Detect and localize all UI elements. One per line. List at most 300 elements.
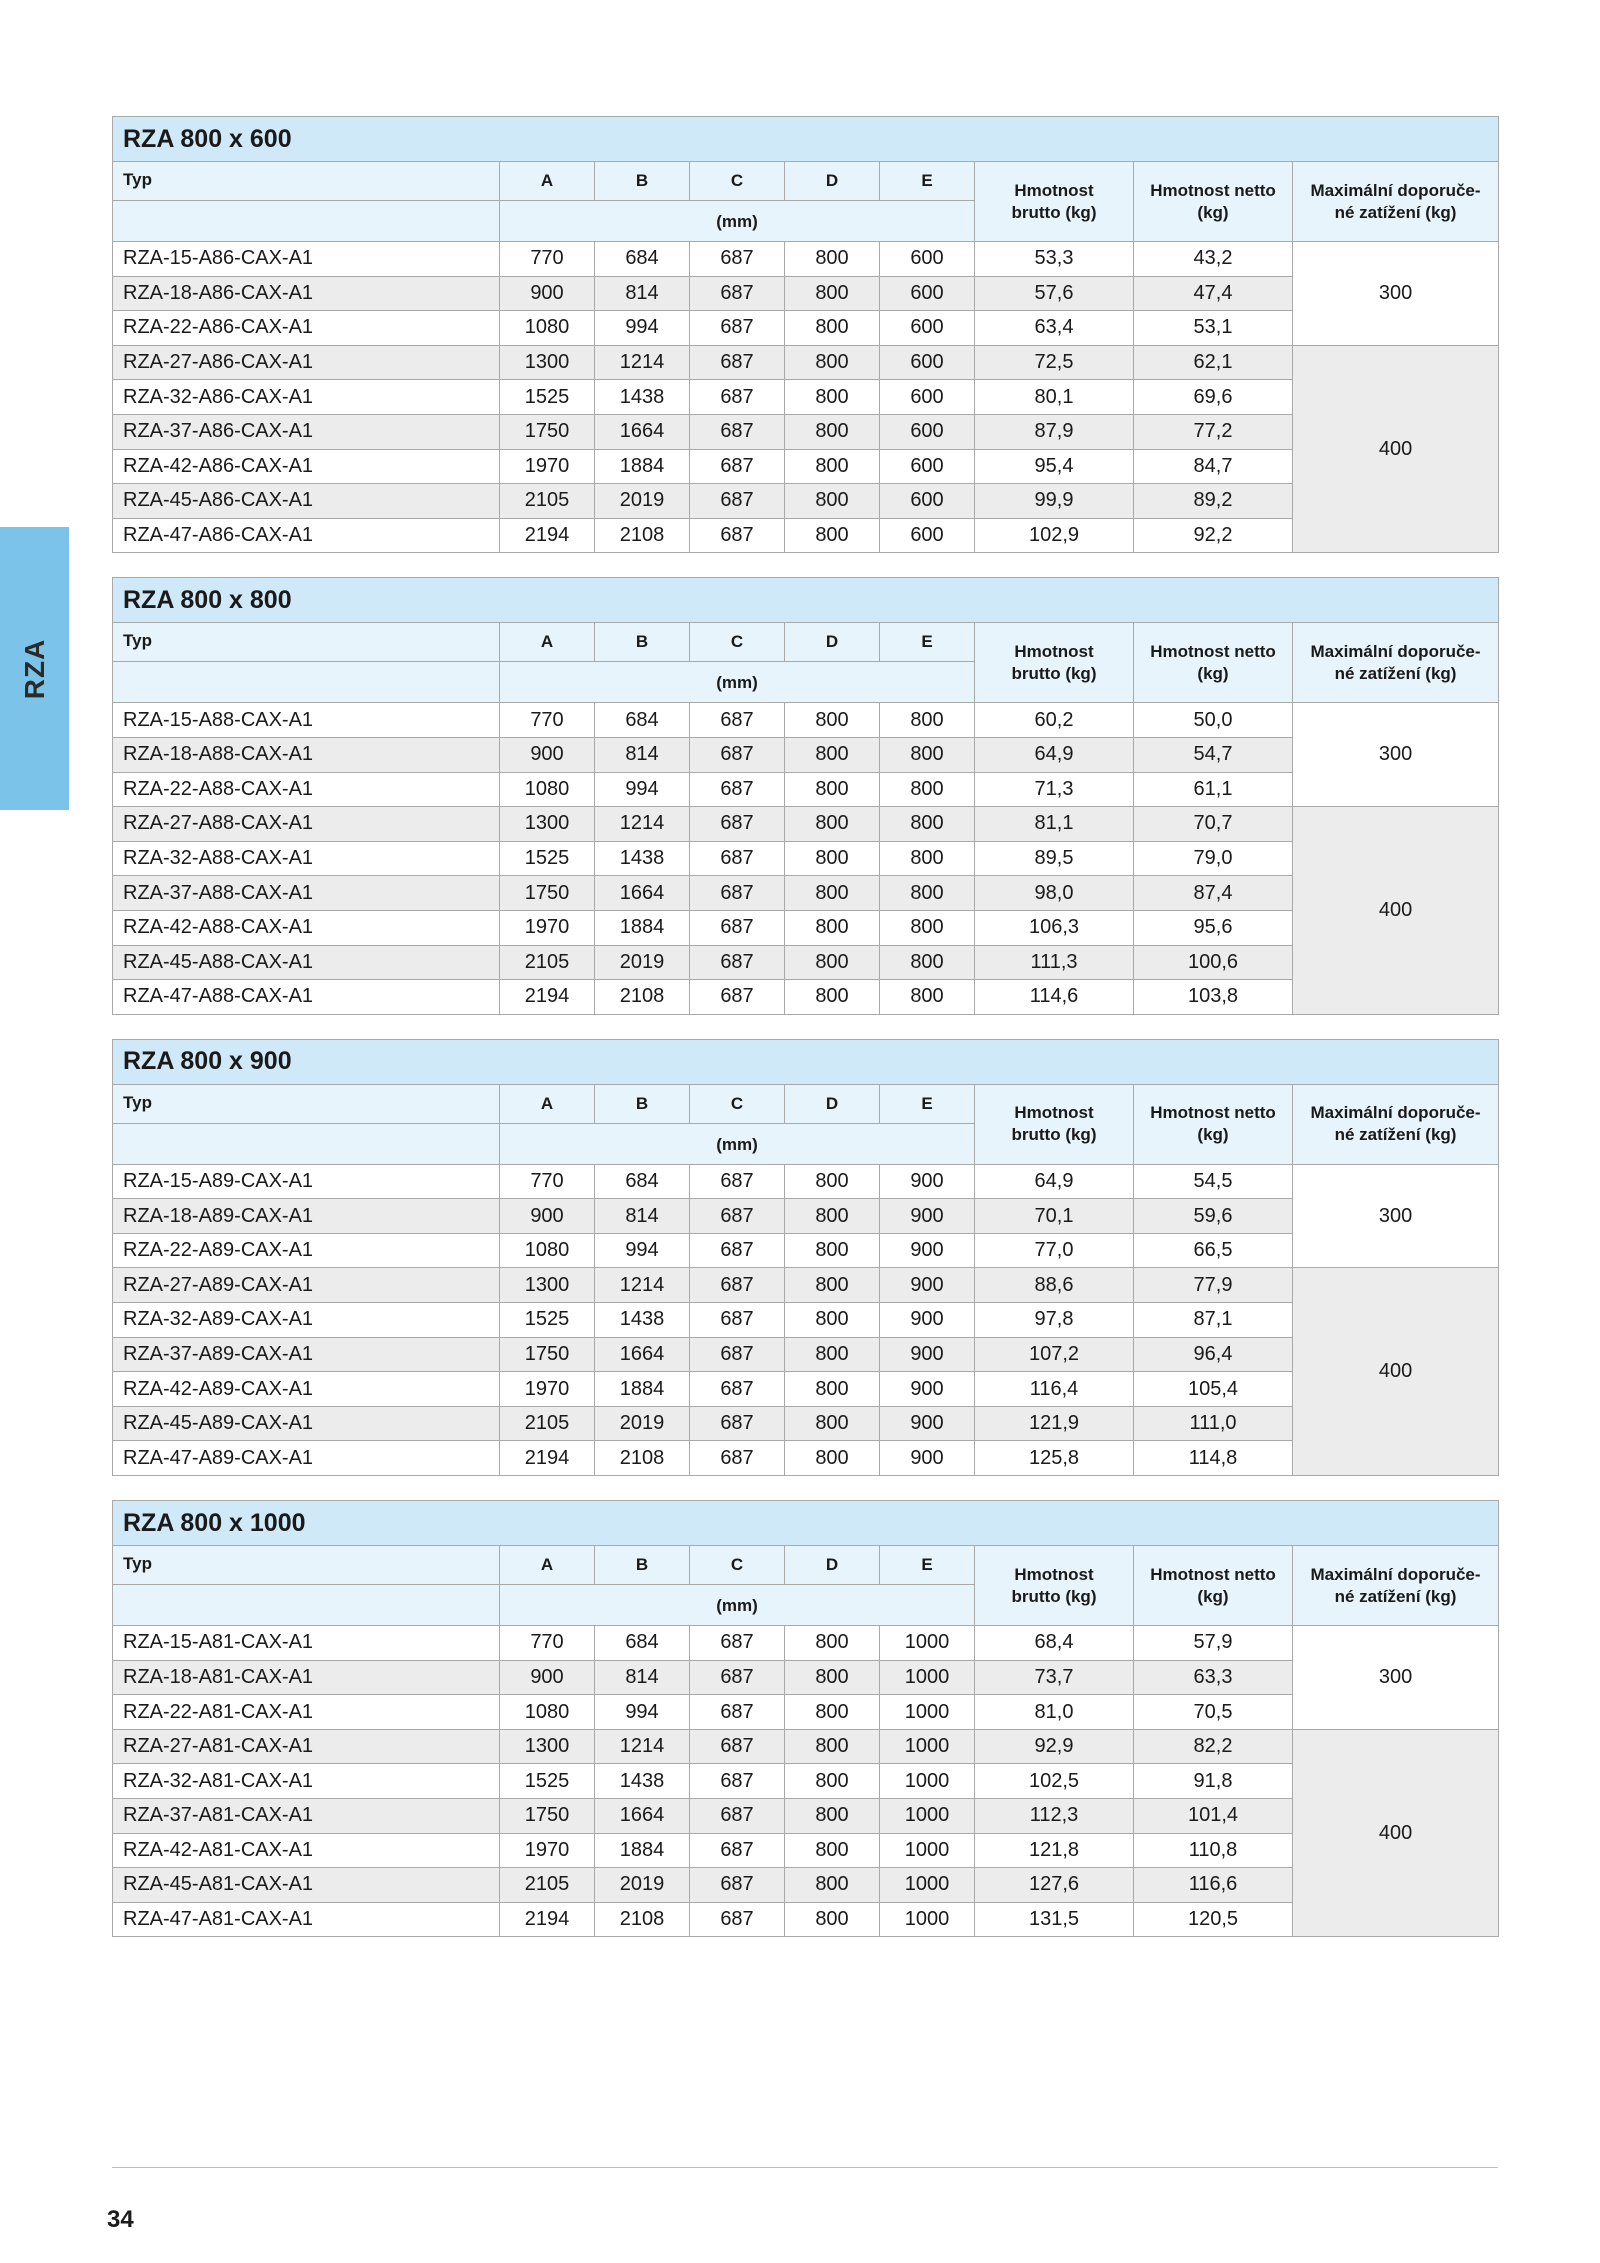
cell-b: 1214 [595,1729,690,1764]
cell-a: 1300 [500,807,595,842]
cell-c: 687 [690,1164,785,1199]
header-d: D [785,1084,880,1123]
cell-gross: 88,6 [975,1268,1134,1303]
cell-b: 1664 [595,1337,690,1372]
cell-c: 687 [690,876,785,911]
cell-d: 800 [785,1764,880,1799]
cell-c: 687 [690,1626,785,1661]
cell-e: 800 [880,910,975,945]
cell-d: 800 [785,1799,880,1834]
cell-d: 800 [785,737,880,772]
cell-c: 687 [690,980,785,1015]
footer-divider [112,2167,1498,2168]
cell-net: 61,1 [1134,772,1293,807]
header-max-load-line1: Maximální doporuče- [1310,180,1481,200]
cell-b: 2108 [595,1902,690,1937]
cell-d: 800 [785,772,880,807]
cell-typ: RZA-45-A81-CAX-A1 [113,1868,500,1903]
cell-b: 684 [595,703,690,738]
table-row [113,414,1499,449]
cell-net: 70,5 [1134,1695,1293,1730]
cell-typ: RZA-42-A88-CAX-A1 [113,910,500,945]
header-max-load [1293,623,1499,703]
cell-net: 54,5 [1134,1164,1293,1199]
cell-c: 687 [690,414,785,449]
cell-d: 800 [785,876,880,911]
header-d: D [785,1546,880,1585]
cell-e: 900 [880,1372,975,1407]
cell-e: 800 [880,945,975,980]
header-unit-mm: (mm) [500,1123,975,1164]
table-row [113,1337,1499,1372]
table-row [113,910,1499,945]
cell-gross: 72,5 [975,345,1134,380]
table-row [113,484,1499,519]
cell-typ: RZA-27-A88-CAX-A1 [113,807,500,842]
cell-e: 1000 [880,1695,975,1730]
cell-net: 89,2 [1134,484,1293,519]
spec-tables-container [112,116,1498,1961]
cell-b: 814 [595,737,690,772]
header-gross-weight [975,162,1134,242]
cell-net: 120,5 [1134,1902,1293,1937]
cell-gross: 77,0 [975,1233,1134,1268]
header-a: A [500,162,595,201]
table-row [113,1660,1499,1695]
header-max-load-line1: Maximální doporuče- [1310,641,1481,661]
cell-a: 1750 [500,1799,595,1834]
cell-e: 600 [880,518,975,553]
cell-typ: RZA-47-A81-CAX-A1 [113,1902,500,1937]
cell-gross: 60,2 [975,703,1134,738]
cell-b: 684 [595,242,690,277]
cell-a: 1080 [500,1233,595,1268]
cell-d: 800 [785,242,880,277]
table-title: RZA 800 x 900 [113,1039,1499,1084]
cell-gross: 121,9 [975,1406,1134,1441]
cell-typ: RZA-15-A89-CAX-A1 [113,1164,500,1199]
cell-net: 70,7 [1134,807,1293,842]
cell-a: 2194 [500,1902,595,1937]
cell-net: 63,3 [1134,1660,1293,1695]
cell-b: 1214 [595,345,690,380]
cell-d: 800 [785,1372,880,1407]
cell-c: 687 [690,1799,785,1834]
cell-b: 1884 [595,910,690,945]
cell-net: 101,4 [1134,1799,1293,1834]
table-row [113,1868,1499,1903]
table-row [113,242,1499,277]
cell-b: 814 [595,276,690,311]
cell-b: 994 [595,772,690,807]
table-row [113,703,1499,738]
table-row [113,1233,1499,1268]
cell-gross: 81,1 [975,807,1134,842]
spec-table [112,577,1499,1014]
cell-typ: RZA-47-A86-CAX-A1 [113,518,500,553]
header-typ: Typ [113,1546,500,1585]
cell-a: 1970 [500,910,595,945]
cell-max-load: 400 [1293,807,1499,1015]
cell-d: 800 [785,1902,880,1937]
cell-c: 687 [690,449,785,484]
header-gross-weight-line1: Hmotnost [1014,641,1094,661]
header-typ: Typ [113,1084,500,1123]
cell-e: 600 [880,380,975,415]
table-row [113,311,1499,346]
cell-c: 687 [690,945,785,980]
cell-net: 50,0 [1134,703,1293,738]
table-row [113,1199,1499,1234]
cell-gross: 125,8 [975,1441,1134,1476]
cell-typ: RZA-37-A86-CAX-A1 [113,414,500,449]
cell-a: 1525 [500,841,595,876]
cell-gross: 114,6 [975,980,1134,1015]
cell-d: 800 [785,311,880,346]
header-gross-weight-line2: brutto (kg) [1011,1586,1097,1606]
table-row [113,1799,1499,1834]
cell-net: 57,9 [1134,1626,1293,1661]
cell-gross: 80,1 [975,380,1134,415]
header-net-weight-line1: Hmotnost netto [1150,180,1276,200]
header-e: E [880,1546,975,1585]
cell-b: 2108 [595,980,690,1015]
cell-d: 800 [785,518,880,553]
cell-a: 1970 [500,1833,595,1868]
cell-net: 114,8 [1134,1441,1293,1476]
cell-e: 1000 [880,1764,975,1799]
cell-gross: 112,3 [975,1799,1134,1834]
cell-d: 800 [785,1199,880,1234]
table-row [113,807,1499,842]
cell-typ: RZA-45-A88-CAX-A1 [113,945,500,980]
cell-d: 800 [785,841,880,876]
cell-e: 800 [880,737,975,772]
cell-e: 1000 [880,1868,975,1903]
cell-e: 900 [880,1233,975,1268]
cell-e: 1000 [880,1626,975,1661]
table-row [113,1268,1499,1303]
table-row [113,1164,1499,1199]
header-max-load-line2: né zatížení (kg) [1334,663,1457,683]
cell-e: 1000 [880,1833,975,1868]
cell-a: 2105 [500,945,595,980]
cell-a: 1970 [500,1372,595,1407]
cell-b: 994 [595,1233,690,1268]
header-c: C [690,1084,785,1123]
header-net-weight-line1: Hmotnost netto [1150,641,1276,661]
cell-a: 2105 [500,484,595,519]
table-row [113,945,1499,980]
cell-typ: RZA-45-A89-CAX-A1 [113,1406,500,1441]
cell-c: 687 [690,242,785,277]
cell-gross: 63,4 [975,311,1134,346]
cell-e: 1000 [880,1799,975,1834]
cell-c: 687 [690,1199,785,1234]
table-title: RZA 800 x 600 [113,117,1499,162]
cell-typ: RZA-27-A89-CAX-A1 [113,1268,500,1303]
cell-d: 800 [785,1406,880,1441]
cell-b: 2019 [595,1406,690,1441]
header-net-weight-line2: (kg) [1197,1125,1229,1145]
table-row [113,1303,1499,1338]
cell-net: 66,5 [1134,1233,1293,1268]
cell-a: 900 [500,1660,595,1695]
cell-a: 900 [500,737,595,772]
cell-b: 684 [595,1164,690,1199]
cell-c: 687 [690,1372,785,1407]
cell-typ: RZA-22-A86-CAX-A1 [113,311,500,346]
cell-b: 1664 [595,876,690,911]
cell-e: 1000 [880,1902,975,1937]
header-typ: Typ [113,623,500,662]
cell-typ: RZA-45-A86-CAX-A1 [113,484,500,519]
side-section-tab [0,527,69,810]
cell-c: 687 [690,1303,785,1338]
cell-a: 2194 [500,980,595,1015]
cell-typ: RZA-22-A89-CAX-A1 [113,1233,500,1268]
cell-net: 54,7 [1134,737,1293,772]
cell-b: 684 [595,1626,690,1661]
cell-typ: RZA-32-A86-CAX-A1 [113,380,500,415]
cell-a: 1970 [500,449,595,484]
cell-d: 800 [785,414,880,449]
cell-a: 2105 [500,1868,595,1903]
cell-a: 1525 [500,380,595,415]
cell-d: 800 [785,910,880,945]
cell-gross: 92,9 [975,1729,1134,1764]
header-max-load [1293,1546,1499,1626]
cell-a: 1525 [500,1303,595,1338]
cell-max-load: 400 [1293,1729,1499,1937]
cell-e: 900 [880,1441,975,1476]
cell-b: 994 [595,311,690,346]
cell-e: 1000 [880,1729,975,1764]
cell-b: 994 [595,1695,690,1730]
cell-e: 600 [880,449,975,484]
cell-d: 800 [785,1303,880,1338]
cell-c: 687 [690,1660,785,1695]
header-max-load-line2: né zatížení (kg) [1334,1586,1457,1606]
header-net-weight-line1: Hmotnost netto [1150,1103,1276,1123]
cell-a: 2194 [500,1441,595,1476]
header-gross-weight-line1: Hmotnost [1014,1103,1094,1123]
cell-d: 800 [785,1868,880,1903]
header-net-weight-line2: (kg) [1197,1586,1229,1606]
header-net-weight [1134,623,1293,703]
cell-c: 687 [690,703,785,738]
cell-d: 800 [785,276,880,311]
table-row [113,1729,1499,1764]
cell-c: 687 [690,772,785,807]
cell-typ: RZA-15-A88-CAX-A1 [113,703,500,738]
table-row [113,345,1499,380]
header-typ-blank [113,662,500,703]
cell-a: 770 [500,1626,595,1661]
cell-e: 800 [880,876,975,911]
cell-net: 84,7 [1134,449,1293,484]
header-b: B [595,1546,690,1585]
spec-table [112,116,1499,553]
cell-b: 1664 [595,1799,690,1834]
cell-gross: 71,3 [975,772,1134,807]
cell-typ: RZA-15-A86-CAX-A1 [113,242,500,277]
cell-b: 1884 [595,1833,690,1868]
cell-gross: 81,0 [975,1695,1134,1730]
cell-a: 1525 [500,1764,595,1799]
table-row [113,1764,1499,1799]
cell-max-load: 300 [1293,1164,1499,1268]
cell-d: 800 [785,980,880,1015]
cell-d: 800 [785,807,880,842]
cell-net: 77,9 [1134,1268,1293,1303]
header-gross-weight [975,1546,1134,1626]
cell-a: 1080 [500,311,595,346]
cell-d: 800 [785,449,880,484]
cell-c: 687 [690,484,785,519]
cell-c: 687 [690,518,785,553]
cell-a: 900 [500,276,595,311]
spec-table [112,1500,1499,1937]
table-row [113,1833,1499,1868]
cell-net: 43,2 [1134,242,1293,277]
header-a: A [500,1084,595,1123]
cell-d: 800 [785,380,880,415]
cell-e: 1000 [880,1660,975,1695]
cell-gross: 116,4 [975,1372,1134,1407]
cell-typ: RZA-27-A86-CAX-A1 [113,345,500,380]
header-e: E [880,623,975,662]
cell-typ: RZA-37-A88-CAX-A1 [113,876,500,911]
cell-net: 100,6 [1134,945,1293,980]
header-max-load [1293,162,1499,242]
cell-b: 2019 [595,484,690,519]
cell-a: 1750 [500,414,595,449]
cell-b: 2108 [595,518,690,553]
header-e: E [880,162,975,201]
cell-c: 687 [690,1268,785,1303]
cell-net: 59,6 [1134,1199,1293,1234]
header-d: D [785,162,880,201]
header-net-weight-line2: (kg) [1197,202,1229,222]
cell-net: 47,4 [1134,276,1293,311]
header-gross-weight [975,623,1134,703]
table-row [113,772,1499,807]
cell-a: 1750 [500,876,595,911]
cell-c: 687 [690,1441,785,1476]
cell-max-load: 400 [1293,1268,1499,1476]
cell-max-load: 300 [1293,703,1499,807]
cell-c: 687 [690,276,785,311]
cell-a: 1300 [500,1729,595,1764]
cell-net: 110,8 [1134,1833,1293,1868]
cell-gross: 111,3 [975,945,1134,980]
header-gross-weight-line2: brutto (kg) [1011,202,1097,222]
cell-d: 800 [785,345,880,380]
cell-d: 800 [785,1695,880,1730]
cell-typ: RZA-47-A89-CAX-A1 [113,1441,500,1476]
header-max-load-line1: Maximální doporuče- [1310,1103,1481,1123]
cell-gross: 64,9 [975,737,1134,772]
header-c: C [690,1546,785,1585]
cell-c: 687 [690,311,785,346]
cell-d: 800 [785,1441,880,1476]
header-b: B [595,162,690,201]
header-net-weight [1134,1084,1293,1164]
cell-e: 900 [880,1406,975,1441]
cell-e: 600 [880,345,975,380]
cell-c: 687 [690,1833,785,1868]
header-unit-mm: (mm) [500,662,975,703]
header-net-weight [1134,1546,1293,1626]
table-row [113,1902,1499,1937]
cell-b: 1884 [595,1372,690,1407]
cell-net: 53,1 [1134,311,1293,346]
cell-net: 77,2 [1134,414,1293,449]
table-row [113,1441,1499,1476]
cell-net: 69,6 [1134,380,1293,415]
header-typ: Typ [113,162,500,201]
cell-gross: 95,4 [975,449,1134,484]
cell-b: 1664 [595,414,690,449]
cell-c: 687 [690,1406,785,1441]
cell-b: 814 [595,1660,690,1695]
cell-gross: 106,3 [975,910,1134,945]
cell-e: 800 [880,841,975,876]
cell-net: 116,6 [1134,1868,1293,1903]
table-row [113,737,1499,772]
cell-max-load: 400 [1293,345,1499,553]
table-row [113,518,1499,553]
cell-e: 600 [880,276,975,311]
cell-typ: RZA-18-A81-CAX-A1 [113,1660,500,1695]
cell-e: 600 [880,484,975,519]
cell-e: 900 [880,1164,975,1199]
header-a: A [500,623,595,662]
cell-gross: 131,5 [975,1902,1134,1937]
cell-b: 1214 [595,807,690,842]
header-c: C [690,623,785,662]
cell-b: 1438 [595,380,690,415]
cell-e: 900 [880,1268,975,1303]
cell-c: 687 [690,1233,785,1268]
table-row [113,876,1499,911]
cell-c: 687 [690,737,785,772]
cell-e: 600 [880,414,975,449]
cell-e: 900 [880,1303,975,1338]
cell-typ: RZA-42-A81-CAX-A1 [113,1833,500,1868]
cell-gross: 107,2 [975,1337,1134,1372]
header-b: B [595,1084,690,1123]
table-row [113,1406,1499,1441]
cell-gross: 102,9 [975,518,1134,553]
cell-net: 87,1 [1134,1303,1293,1338]
cell-net: 79,0 [1134,841,1293,876]
cell-c: 687 [690,841,785,876]
cell-c: 687 [690,1764,785,1799]
cell-net: 92,2 [1134,518,1293,553]
cell-typ: RZA-42-A89-CAX-A1 [113,1372,500,1407]
cell-gross: 102,5 [975,1764,1134,1799]
cell-b: 2019 [595,945,690,980]
cell-net: 87,4 [1134,876,1293,911]
table-title: RZA 800 x 1000 [113,1501,1499,1546]
cell-typ: RZA-42-A86-CAX-A1 [113,449,500,484]
cell-gross: 127,6 [975,1868,1134,1903]
table-row [113,449,1499,484]
header-gross-weight-line2: brutto (kg) [1011,1125,1097,1145]
cell-c: 687 [690,1695,785,1730]
